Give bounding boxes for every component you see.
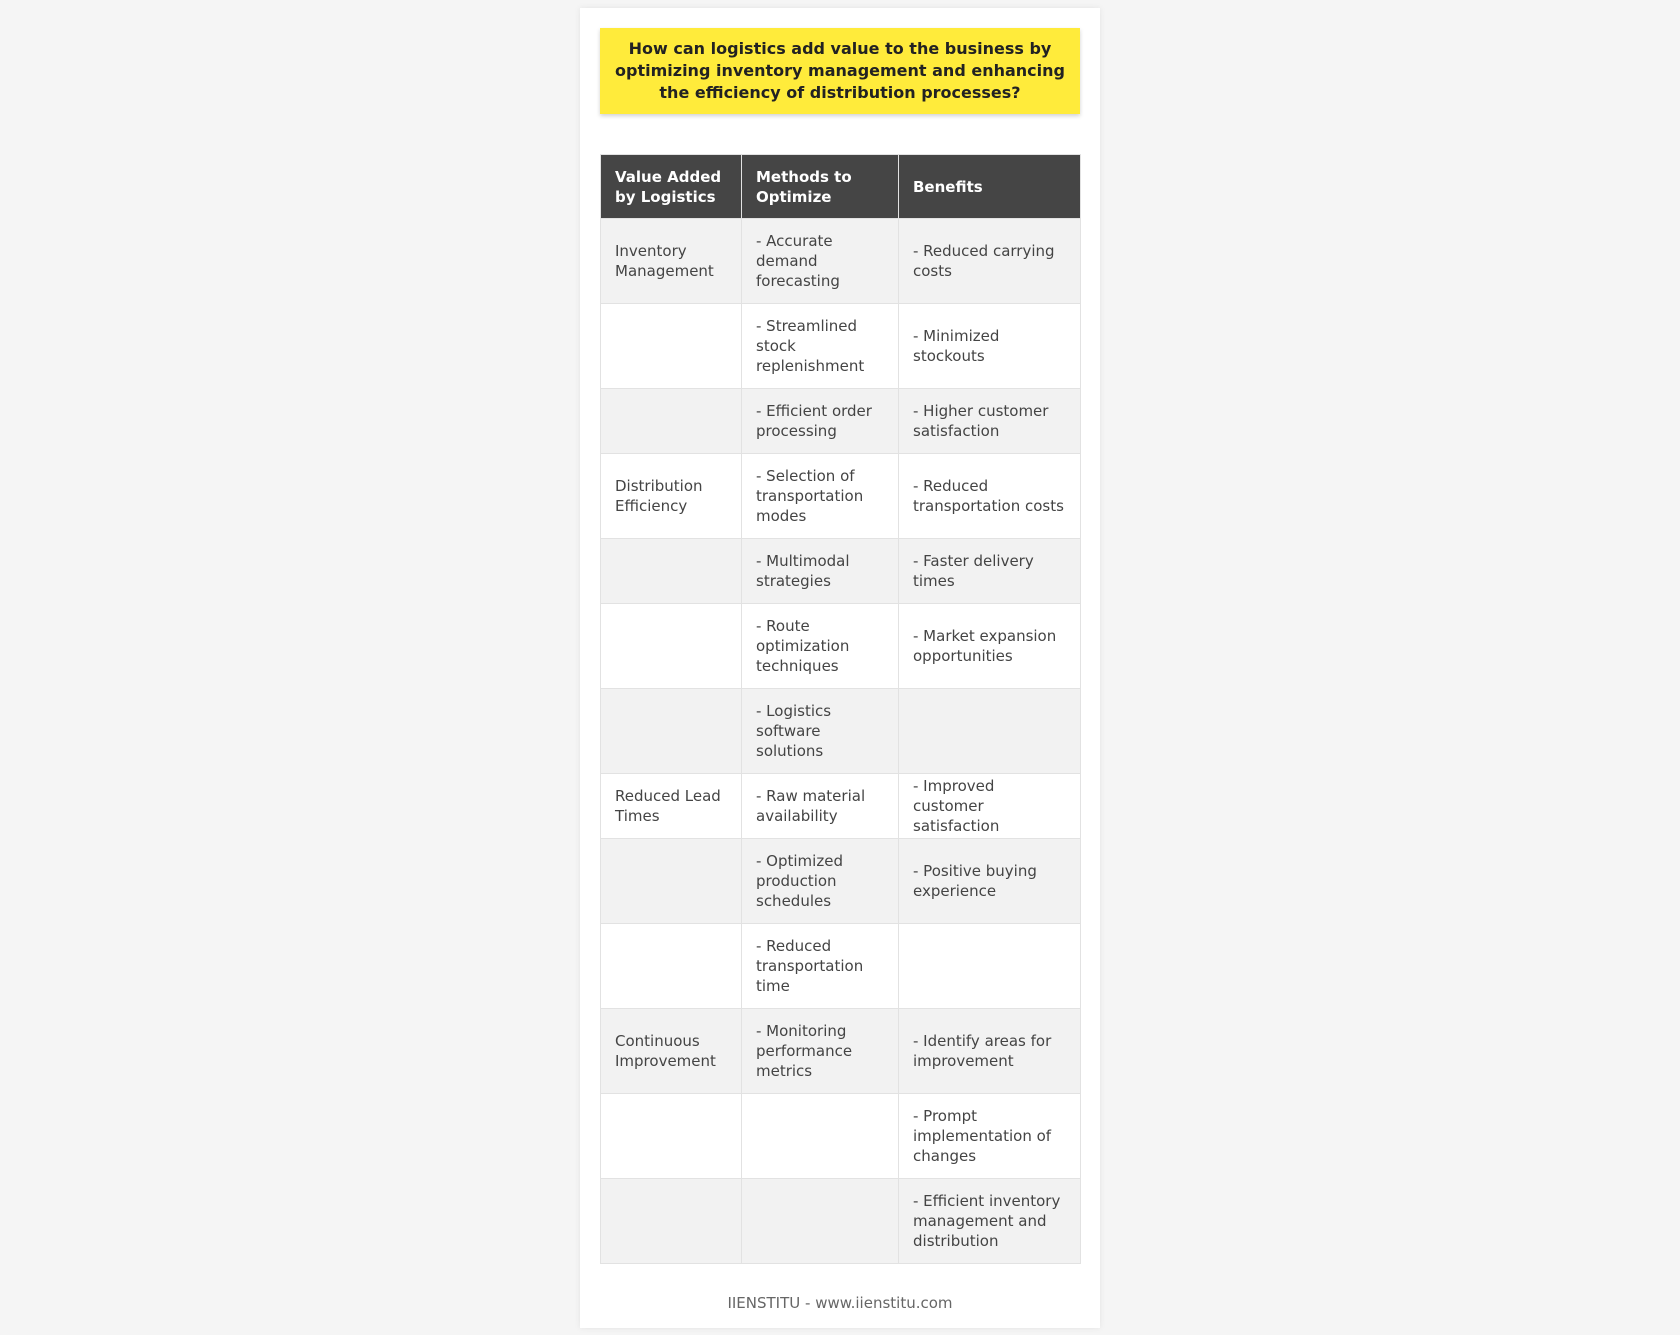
footer-credit: IIENSTITU - www.iienstitu.com bbox=[727, 1294, 953, 1312]
table-row bbox=[601, 219, 1081, 304]
table-row bbox=[601, 604, 1081, 689]
logistics-table bbox=[600, 154, 1081, 1264]
method-cell: - Raw material availability bbox=[742, 774, 899, 839]
benefit-cell: - Prompt implementation of changes bbox=[899, 1094, 1081, 1179]
value-cell bbox=[601, 689, 742, 774]
table-row bbox=[601, 774, 1081, 839]
method-cell: - Accurate demand forecasting bbox=[742, 219, 899, 304]
benefit-cell: - Efficient inventory management and distribution bbox=[899, 1179, 1081, 1264]
table-row bbox=[601, 304, 1081, 389]
table-row bbox=[601, 1009, 1081, 1094]
benefit-cell: - Reduced carrying costs bbox=[899, 219, 1081, 304]
value-cell bbox=[601, 924, 742, 1009]
table-row bbox=[601, 539, 1081, 604]
table-row bbox=[601, 1179, 1081, 1264]
value-cell: Reduced Lead Times bbox=[601, 774, 742, 839]
method-cell bbox=[742, 1094, 899, 1179]
benefit-cell: - Positive buying experience bbox=[899, 839, 1081, 924]
benefit-cell: - Higher customer satisfaction bbox=[899, 389, 1081, 454]
header-value-added: Value Added by Logistics bbox=[601, 155, 742, 219]
method-cell: - Monitoring performance metrics bbox=[742, 1009, 899, 1094]
method-cell bbox=[742, 1179, 899, 1264]
table-header-row bbox=[601, 155, 1081, 219]
value-cell bbox=[601, 1179, 742, 1264]
value-cell bbox=[601, 304, 742, 389]
benefit-cell: - Faster delivery times bbox=[899, 539, 1081, 604]
value-cell bbox=[601, 539, 742, 604]
method-cell: - Reduced transportation time bbox=[742, 924, 899, 1009]
value-cell bbox=[601, 839, 742, 924]
table-row bbox=[601, 1094, 1081, 1179]
method-cell: - Efficient order processing bbox=[742, 389, 899, 454]
question-banner: How can logistics add value to the business by optimizing inventory management and enhancing the efficiency of distribution processes? bbox=[600, 28, 1080, 114]
value-cell bbox=[601, 604, 742, 689]
value-cell: Distribution Efficiency bbox=[601, 454, 742, 539]
method-cell: - Selection of transportation modes bbox=[742, 454, 899, 539]
header-benefits: Benefits bbox=[899, 155, 1081, 219]
table-row bbox=[601, 389, 1081, 454]
table-row bbox=[601, 924, 1081, 1009]
content-card bbox=[580, 8, 1100, 1328]
benefit-cell: - Market expansion opportunities bbox=[899, 604, 1081, 689]
table-row bbox=[601, 689, 1081, 774]
value-cell: Continuous Improvement bbox=[601, 1009, 742, 1094]
method-cell: - Logistics software solutions bbox=[742, 689, 899, 774]
table-row bbox=[601, 839, 1081, 924]
benefit-cell bbox=[899, 924, 1081, 1009]
value-cell bbox=[601, 1094, 742, 1179]
method-cell: - Streamlined stock replenishment bbox=[742, 304, 899, 389]
benefit-cell: - Reduced transportation costs bbox=[899, 454, 1081, 539]
method-cell: - Multimodal strategies bbox=[742, 539, 899, 604]
value-cell bbox=[601, 389, 742, 454]
method-cell: - Optimized production schedules bbox=[742, 839, 899, 924]
value-cell: Inventory Management bbox=[601, 219, 742, 304]
method-cell: - Route optimization techniques bbox=[742, 604, 899, 689]
header-methods: Methods to Optimize bbox=[742, 155, 899, 219]
benefit-cell: - Minimized stockouts bbox=[899, 304, 1081, 389]
benefit-cell: - Improved customer satisfaction bbox=[899, 774, 1081, 839]
benefit-cell: - Identify areas for improvement bbox=[899, 1009, 1081, 1094]
benefit-cell bbox=[899, 689, 1081, 774]
table-row bbox=[601, 454, 1081, 539]
